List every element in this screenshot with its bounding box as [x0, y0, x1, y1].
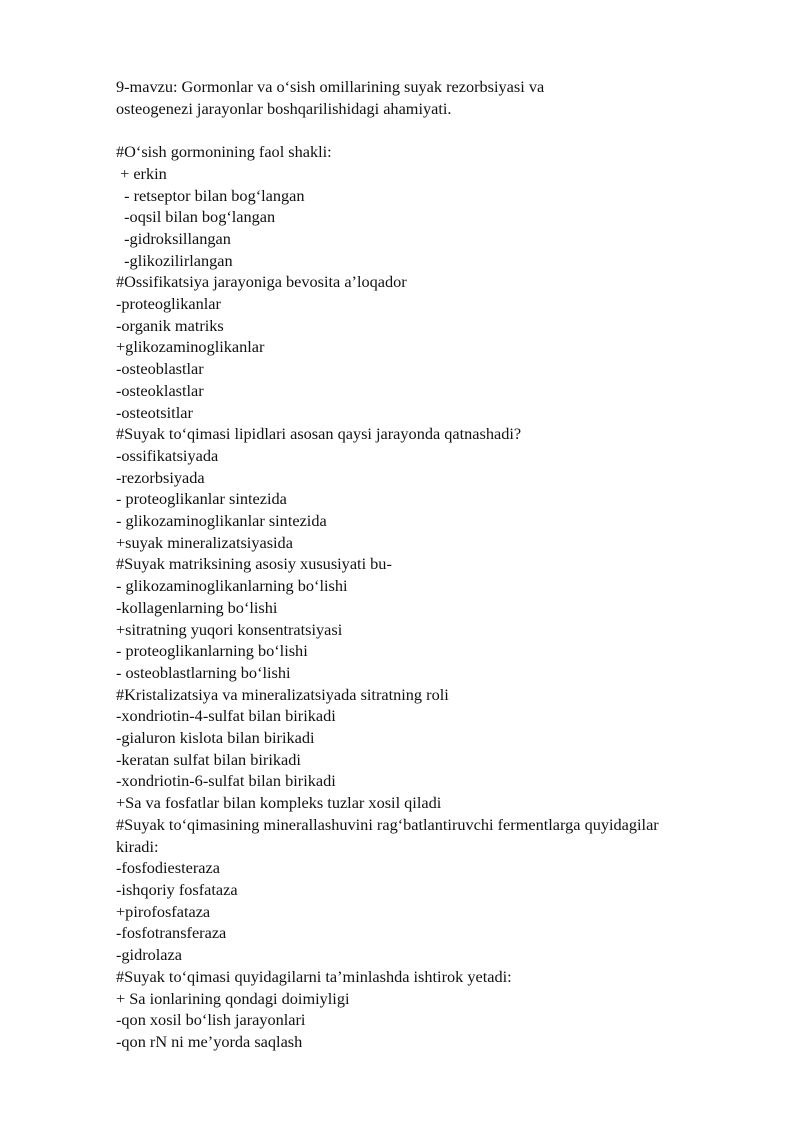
answer-option: -ossifikatsiyada	[116, 445, 219, 465]
answer-option: -qon xosil bo‘lish jarayonlari	[116, 1010, 306, 1030]
correct-answer-option: + Sa ionlarining qondagi doimiyligi	[116, 988, 350, 1008]
answer-option: -xondriotin-4-sulfat bilan birikadi	[116, 706, 336, 726]
answer-option: - retseptor bilan bog‘langan	[116, 185, 305, 205]
document-body	[116, 141, 756, 1053]
correct-answer-option: +sitratning yuqori konsentratsiyasi	[116, 619, 343, 639]
question-line: #Ossifikatsiya jarayoniga bevosita a’loqador	[116, 272, 407, 292]
answer-option: -gidroksillangan	[116, 228, 231, 248]
correct-answer-option: + erkin	[116, 163, 167, 183]
answer-option: -oqsil bilan bog‘langan	[116, 207, 276, 227]
answer-option: -organik matriks	[116, 315, 224, 335]
answer-option: -osteotsitlar	[116, 402, 193, 422]
answer-option: -gialuron kislota bilan birikadi	[116, 728, 315, 748]
document-title	[116, 76, 756, 119]
answer-option: -proteoglikanlar	[116, 294, 221, 314]
correct-answer-option: +glikozaminoglikanlar	[116, 337, 265, 357]
question-line: #O‘sish gormonining faol shakli:	[116, 142, 332, 162]
answer-option: -rezorbsiyada	[116, 467, 205, 487]
question-line: #Suyak to‘qimasining minerallashuvini rag‘batlantiruvchi fermentlarga quyidagilar	[116, 814, 659, 834]
answer-option: - glikozaminoglikanlar sintezida	[116, 511, 327, 531]
question-line: #Suyak matriksining asosiy xususiyati bu-	[116, 554, 392, 574]
answer-option: -fosfodiesteraza	[116, 858, 220, 878]
question-continuation: kiradi:	[116, 836, 159, 856]
question-line: #Kristalizatsiya va mineralizatsiyada sitratning roli	[116, 684, 449, 704]
correct-answer-option: +suyak mineralizatsiyasida	[116, 532, 293, 552]
correct-answer-option: +Sa va fosfatlar bilan kompleks tuzlar xosil qiladi	[116, 793, 442, 813]
answer-option: -qon rN ni me’yorda saqlash	[116, 1031, 303, 1051]
document-page	[116, 76, 756, 1053]
answer-option: -glikozilirlangan	[116, 250, 233, 270]
answer-option: -keratan sulfat bilan birikadi	[116, 749, 301, 769]
answer-option: -osteoblastlar	[116, 359, 204, 379]
question-line: #Suyak to‘qimasi quyidagilarni ta’minlashda ishtirok yetadi:	[116, 966, 512, 986]
title-line: osteogenezi jarayonlar boshqarilishidagi ahamiyati.	[116, 98, 452, 118]
answer-option: - proteoglikanlar sintezida	[116, 489, 287, 509]
answer-option: -xondriotin-6-sulfat bilan birikadi	[116, 771, 336, 791]
title-line: 9-mavzu: Gormonlar va o‘sish omillarining suyak rezorbsiyasi va	[116, 77, 545, 96]
answer-option: -kollagenlarning bo‘lishi	[116, 597, 278, 617]
correct-answer-option: +pirofosfataza	[116, 901, 211, 921]
answer-option: - osteoblastlarning bo‘lishi	[116, 662, 291, 682]
answer-option: - glikozaminoglikanlarning bo‘lishi	[116, 576, 348, 596]
question-line: #Suyak to‘qimasi lipidlari asosan qaysi jarayonda qatnashadi?	[116, 424, 522, 444]
answer-option: -ishqoriy fosfataza	[116, 880, 238, 899]
answer-option: -gidrolaza	[116, 945, 182, 965]
answer-option: - proteoglikanlarning bo‘lishi	[116, 641, 308, 661]
answer-option: -osteoklastlar	[116, 380, 204, 400]
answer-option: -fosfotransferaza	[116, 923, 227, 943]
